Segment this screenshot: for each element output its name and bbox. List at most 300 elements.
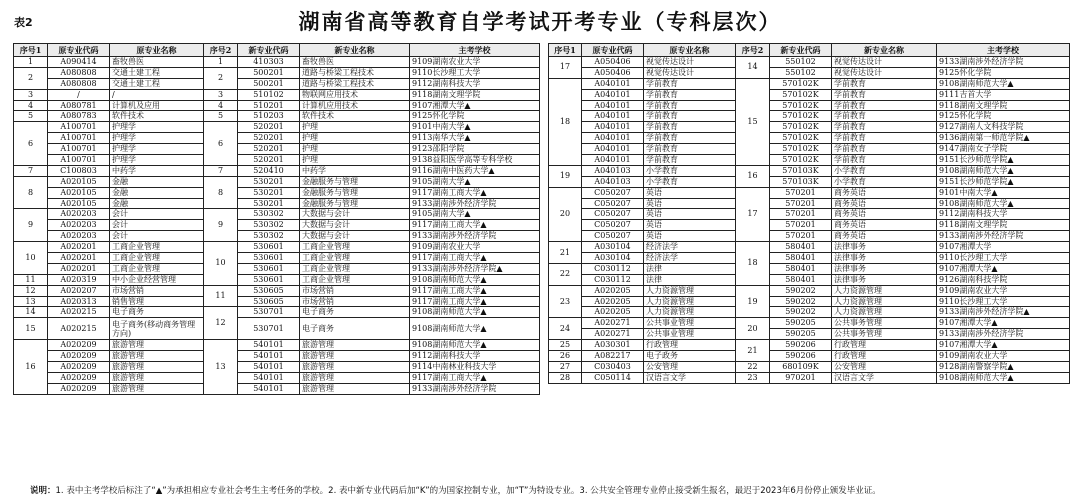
old-name-cell: 金融 (110, 187, 204, 198)
right-table (548, 43, 1070, 384)
school-cell: 9117湖南工商大学▲ (410, 285, 540, 296)
school-cell: 9110长沙理工大学 (410, 67, 540, 78)
school-cell: 9133湖南涉外经济学院▲ (937, 307, 1070, 318)
table-row (549, 78, 1070, 89)
footnote-label: 说明： (30, 486, 56, 496)
school-cell: 9107湘潭大学▲ (410, 100, 540, 111)
school-cell: 9133湖南涉外经济学院 (937, 329, 1070, 340)
school-cell: 9111吉首大学 (937, 89, 1070, 100)
new-code-cell: 540101 (238, 373, 300, 384)
footnote-text: 1. 表中主考学校后标注了“▲”为承担相应专业社会考生主考任务的学校。2. 表中新专业代码后加“K”的为国家控制专业，加“T”为特设专业。3. 公共安全管理专业停止接受新生报名，最迟于2023年6月份停止颁发毕业证。 (55, 486, 881, 496)
old-name-cell: 交通土建工程 (110, 67, 204, 78)
new-code-cell: 570102K (770, 122, 832, 133)
table-row (14, 242, 540, 253)
new-name-cell: 大数据与会计 (300, 220, 410, 231)
table-row (549, 165, 1070, 176)
seq1-cell: 10 (14, 242, 48, 275)
new-name-cell: 市场营销 (300, 296, 410, 307)
table-row (14, 318, 540, 340)
old-name-cell: 公共事业管理 (644, 329, 736, 340)
old-name-cell: 工商企业管理 (110, 242, 204, 253)
old-code-cell: A020203 (48, 209, 110, 220)
new-code-cell: 540101 (238, 351, 300, 362)
seq2-cell: 9 (204, 209, 238, 242)
school-cell: 9112湖南科技大学 (937, 209, 1070, 220)
old-name-cell: 会计 (110, 220, 204, 231)
table-row (14, 89, 540, 100)
seq1-cell: 17 (549, 57, 582, 79)
new-code-cell: 530701 (238, 307, 300, 318)
old-code-cell: A100701 (48, 133, 110, 144)
old-name-cell: 英语 (644, 198, 736, 209)
school-cell: 9123邵阳学院 (410, 144, 540, 155)
table-row (14, 253, 540, 264)
new-name-cell: 金融服务与管理 (300, 176, 410, 187)
old-code-cell: A040101 (582, 111, 644, 122)
school-cell: 9133湖南涉外经济学院▲ (410, 263, 540, 274)
old-name-cell: 学前教育 (644, 100, 736, 111)
old-code-cell: C050207 (582, 209, 644, 220)
old-name-cell: 旅游管理 (110, 383, 204, 394)
new-name-cell: 学前教育 (832, 122, 937, 133)
new-code-cell: 550102 (770, 57, 832, 68)
new-name-cell: 计算机应用技术 (300, 100, 410, 111)
seq1-cell: 24 (549, 318, 582, 340)
old-code-cell: C050207 (582, 198, 644, 209)
new-code-cell: 520201 (238, 133, 300, 144)
seq1-cell: 20 (549, 187, 582, 241)
old-name-cell: 视觉传达设计 (644, 57, 736, 68)
old-code-cell: A030104 (582, 242, 644, 253)
new-code-cell: 570103K (770, 165, 832, 176)
new-code-cell: 530201 (238, 198, 300, 209)
school-cell: 9108湖南师范大学▲ (937, 165, 1070, 176)
seq2-cell: 22 (736, 361, 770, 372)
school-cell: 9133湖南涉外经济学院 (410, 383, 540, 394)
old-code-cell: C030112 (582, 263, 644, 274)
new-name-cell: 人力资源管理 (832, 307, 937, 318)
old-code-cell: C100803 (48, 165, 110, 176)
old-code-cell: A040101 (582, 122, 644, 133)
new-name-cell: 工商企业管理 (300, 274, 410, 285)
column-header: 序号1 (549, 44, 582, 57)
new-code-cell: 570201 (770, 209, 832, 220)
old-code-cell: A020105 (48, 198, 110, 209)
seq2-cell: 14 (736, 57, 770, 79)
new-name-cell: 公共事务管理 (832, 329, 937, 340)
new-code-cell: 530302 (238, 231, 300, 242)
old-name-cell: 护理学 (110, 155, 204, 166)
new-code-cell: 570102K (770, 111, 832, 122)
old-name-cell: 旅游管理 (110, 340, 204, 351)
school-cell: 9118湖南文理学院 (410, 89, 540, 100)
seq1-cell: 19 (549, 165, 582, 187)
old-code-cell: A020203 (48, 231, 110, 242)
old-code-cell: A020209 (48, 373, 110, 384)
old-name-cell: 护理学 (110, 133, 204, 144)
new-code-cell: 570102K (770, 89, 832, 100)
old-code-cell: A020205 (582, 285, 644, 296)
table-row (549, 372, 1070, 383)
new-code-cell: 570201 (770, 187, 832, 198)
old-name-cell: 中药学 (110, 165, 204, 176)
new-code-cell: 530605 (238, 285, 300, 296)
old-code-cell: / (48, 89, 110, 100)
seq1-cell: 11 (14, 274, 48, 285)
old-code-cell: A020313 (48, 296, 110, 307)
old-name-cell: 畜牧兽医 (110, 57, 204, 68)
old-name-cell: 市场营销 (110, 285, 204, 296)
old-code-cell: C050114 (582, 372, 644, 383)
new-code-cell: 590206 (770, 340, 832, 351)
school-cell: 9109湖南农业大学 (937, 351, 1070, 362)
new-name-cell: 商务英语 (832, 187, 937, 198)
seq2-cell: 17 (736, 187, 770, 241)
school-cell: 9112湖南科技大学 (410, 78, 540, 89)
old-code-cell: A050406 (582, 67, 644, 78)
table-row (14, 373, 540, 384)
old-name-cell: 法律 (644, 274, 736, 285)
old-code-cell: A020203 (48, 220, 110, 231)
school-cell: 9107湘潭大学 (937, 242, 1070, 253)
old-code-cell: A090414 (48, 57, 110, 68)
table-row (549, 133, 1070, 144)
old-code-cell: A030104 (582, 253, 644, 264)
old-code-cell: A040103 (582, 165, 644, 176)
old-name-cell: 会计 (110, 231, 204, 242)
school-cell: 9118湖南文理学院 (937, 100, 1070, 111)
school-cell: 9127湖南人文科技学院 (937, 122, 1070, 133)
old-code-cell: A020207 (48, 285, 110, 296)
school-cell: 9125怀化学院 (937, 67, 1070, 78)
new-name-cell: 护理 (300, 122, 410, 133)
school-cell: 9108湖南师范大学▲ (410, 318, 540, 340)
seq2-cell: 18 (736, 242, 770, 286)
new-name-cell: 中药学 (300, 165, 410, 176)
school-cell: 9105湖南大学▲ (410, 209, 540, 220)
old-name-cell: 学前教育 (644, 122, 736, 133)
old-name-cell: 英语 (644, 187, 736, 198)
old-name-cell: 护理学 (110, 144, 204, 155)
new-name-cell: 大数据与会计 (300, 231, 410, 242)
seq1-cell: 1 (14, 57, 48, 68)
new-code-cell: 590202 (770, 296, 832, 307)
old-code-cell: A080783 (48, 111, 110, 122)
school-cell: 9112湖南科技大学 (410, 351, 540, 362)
new-name-cell: 金融服务与管理 (300, 187, 410, 198)
seq1-cell: 18 (549, 78, 582, 165)
column-header: 主考学校 (937, 44, 1070, 57)
new-name-cell: 人力资源管理 (832, 285, 937, 296)
column-header: 原专业名称 (644, 44, 736, 57)
old-name-cell: 经济法学 (644, 242, 736, 253)
old-code-cell: A040101 (582, 78, 644, 89)
seq1-cell: 2 (14, 67, 48, 89)
old-code-cell: A020205 (582, 296, 644, 307)
old-code-cell: A020105 (48, 176, 110, 187)
column-header: 新专业代码 (238, 44, 300, 57)
seq2-cell: 10 (204, 242, 238, 286)
school-cell: 9113南华大学▲ (410, 133, 540, 144)
new-code-cell: 520201 (238, 144, 300, 155)
seq1-cell: 27 (549, 361, 582, 372)
new-code-cell: 590205 (770, 329, 832, 340)
old-code-cell: A040101 (582, 89, 644, 100)
seq1-cell: 14 (14, 307, 48, 318)
old-code-cell: A100701 (48, 122, 110, 133)
new-name-cell: 金融服务与管理 (300, 198, 410, 209)
table-row (14, 155, 540, 166)
new-name-cell: 学前教育 (832, 78, 937, 89)
seq2-cell: 12 (204, 307, 238, 340)
school-cell: 9133湖南涉外经济学院 (410, 231, 540, 242)
old-name-cell: 工商企业管理 (110, 263, 204, 274)
new-name-cell: 学前教育 (832, 155, 937, 166)
table-row (14, 220, 540, 231)
old-name-cell: 视觉传达设计 (644, 67, 736, 78)
old-code-cell: A030301 (582, 340, 644, 351)
table-row (549, 122, 1070, 133)
old-name-cell: 电子商务(移动商务管理方向) (110, 318, 204, 340)
seq1-cell: 25 (549, 340, 582, 351)
table-row (549, 285, 1070, 296)
seq1-cell: 28 (549, 372, 582, 383)
school-cell: 9101中南大学▲ (937, 187, 1070, 198)
seq1-cell: 15 (14, 318, 48, 340)
table-row (549, 263, 1070, 274)
old-code-cell: A050406 (582, 57, 644, 68)
new-code-cell: 540101 (238, 362, 300, 373)
school-cell: 9125怀化学院 (410, 111, 540, 122)
table-row (14, 57, 540, 68)
new-name-cell: 法律事务 (832, 253, 937, 264)
table-row (14, 144, 540, 155)
old-name-cell: 旅游管理 (110, 373, 204, 384)
school-cell: 9138益阳医学高等专科学校 (410, 155, 540, 166)
new-code-cell: 570201 (770, 198, 832, 209)
table-row (14, 351, 540, 362)
new-name-cell: 公共事务管理 (832, 318, 937, 329)
seq2-cell: 19 (736, 285, 770, 318)
school-cell: 9117湖南工商大学▲ (410, 220, 540, 231)
new-name-cell: 旅游管理 (300, 362, 410, 373)
new-code-cell: 570103K (770, 176, 832, 187)
table-row (14, 133, 540, 144)
seq2-cell: 8 (204, 176, 238, 209)
old-code-cell: A020205 (582, 307, 644, 318)
seq2-cell: 16 (736, 165, 770, 187)
seq1-cell: 5 (14, 111, 48, 122)
new-code-cell: 510203 (238, 111, 300, 122)
school-cell: 9109湖南农业大学 (937, 285, 1070, 296)
old-code-cell: A040101 (582, 155, 644, 166)
new-name-cell: 护理 (300, 144, 410, 155)
column-header: 原专业代码 (48, 44, 110, 57)
new-code-cell: 530201 (238, 176, 300, 187)
table-row (14, 100, 540, 111)
old-name-cell: 电子商务 (110, 307, 204, 318)
old-code-cell: C050207 (582, 220, 644, 231)
new-name-cell: 小学教育 (832, 165, 937, 176)
table-row (549, 351, 1070, 362)
new-name-cell: 电子商务 (300, 318, 410, 340)
seq2-cell: 7 (204, 165, 238, 176)
old-code-cell: A082217 (582, 351, 644, 362)
school-cell: 9108湖南师范大学▲ (937, 198, 1070, 209)
new-code-cell: 580401 (770, 253, 832, 264)
old-name-cell: 学前教育 (644, 133, 736, 144)
new-code-cell: 570102K (770, 144, 832, 155)
school-cell: 9117湖南工商大学▲ (410, 373, 540, 384)
old-code-cell: A020201 (48, 242, 110, 253)
old-code-cell: A020319 (48, 274, 110, 285)
new-code-cell: 540101 (238, 383, 300, 394)
school-cell: 9133湖南涉外经济学院 (410, 198, 540, 209)
old-name-cell: 金融 (110, 176, 204, 187)
table-row (14, 122, 540, 133)
school-cell: 9114中南林业科技大学 (410, 362, 540, 373)
new-name-cell: 旅游管理 (300, 373, 410, 384)
new-code-cell: 510201 (238, 100, 300, 111)
table-row (14, 263, 540, 274)
new-name-cell: 工商企业管理 (300, 263, 410, 274)
new-code-cell: 580401 (770, 274, 832, 285)
table-row (14, 296, 540, 307)
new-code-cell: 500201 (238, 78, 300, 89)
school-cell: 9128湖南警察学院▲ (937, 361, 1070, 372)
school-cell: 9117湖南工商大学▲ (410, 296, 540, 307)
seq2-cell: 20 (736, 318, 770, 340)
column-header: 原专业代码 (582, 44, 644, 57)
new-name-cell: 大数据与会计 (300, 209, 410, 220)
new-code-cell: 590202 (770, 285, 832, 296)
old-name-cell: 行政管理 (644, 340, 736, 351)
school-cell: 9110长沙理工大学 (937, 253, 1070, 264)
header-row (549, 44, 1070, 57)
old-name-cell: 学前教育 (644, 155, 736, 166)
table-row (549, 187, 1070, 198)
new-code-cell: 520410 (238, 165, 300, 176)
old-name-cell: 学前教育 (644, 89, 736, 100)
school-cell: 9108湖南师范大学▲ (410, 340, 540, 351)
table-row (549, 57, 1070, 68)
new-name-cell: 旅游管理 (300, 383, 410, 394)
table-row (549, 220, 1070, 231)
column-header: 序号2 (204, 44, 238, 57)
new-code-cell: 530201 (238, 187, 300, 198)
old-code-cell: A020209 (48, 340, 110, 351)
old-name-cell: 人力资源管理 (644, 296, 736, 307)
school-cell: 9133湖南涉外经济学院 (937, 57, 1070, 68)
school-cell: 9147湖南女子学院 (937, 144, 1070, 155)
new-name-cell: 商务英语 (832, 198, 937, 209)
new-code-cell: 530601 (238, 263, 300, 274)
old-name-cell: 学前教育 (644, 144, 736, 155)
old-name-cell: 销售管理 (110, 296, 204, 307)
old-code-cell: A080808 (48, 78, 110, 89)
new-name-cell: 人力资源管理 (832, 296, 937, 307)
table-row (14, 383, 540, 394)
new-code-cell: 570102K (770, 155, 832, 166)
seq1-cell: 12 (14, 285, 48, 296)
new-name-cell: 行政管理 (832, 340, 937, 351)
old-name-cell: 英语 (644, 209, 736, 220)
school-cell: 9125怀化学院 (937, 111, 1070, 122)
school-cell: 9108湖南师范大学▲ (410, 274, 540, 285)
old-name-cell: 法律 (644, 263, 736, 274)
new-name-cell: 公安管理 (832, 361, 937, 372)
school-cell: 9136湖南第一师范学院▲ (937, 133, 1070, 144)
column-header: 原专业名称 (110, 44, 204, 57)
table-row (14, 231, 540, 242)
table-row (549, 111, 1070, 122)
school-cell: 9105湖南大学▲ (410, 176, 540, 187)
new-code-cell: 530701 (238, 318, 300, 340)
old-code-cell: A040103 (582, 176, 644, 187)
new-code-cell: 410303 (238, 57, 300, 68)
table-row (14, 165, 540, 176)
old-name-cell: 中小企业经营管理 (110, 274, 204, 285)
old-code-cell: A020209 (48, 362, 110, 373)
table-row (549, 155, 1070, 166)
table-row (14, 362, 540, 373)
table-row (14, 67, 540, 78)
new-name-cell: 物联网应用技术 (300, 89, 410, 100)
table-row (14, 78, 540, 89)
new-name-cell: 法律事务 (832, 274, 937, 285)
old-code-cell: A040101 (582, 100, 644, 111)
page-title: 湖南省高等教育自学考试开考专业（专科层次） (298, 10, 782, 34)
new-code-cell: 520201 (238, 122, 300, 133)
new-code-cell: 570201 (770, 231, 832, 242)
old-name-cell: 汉语言文学 (644, 372, 736, 383)
old-name-cell: 软件技术 (110, 111, 204, 122)
old-name-cell: / (110, 89, 204, 100)
column-header: 新专业名称 (832, 44, 937, 57)
seq2-cell: 6 (204, 122, 238, 166)
school-cell: 9108湖南师范大学▲ (410, 307, 540, 318)
table-row (549, 318, 1070, 329)
new-code-cell: 530601 (238, 274, 300, 285)
old-code-cell: A020271 (582, 318, 644, 329)
new-name-cell: 护理 (300, 155, 410, 166)
seq1-cell: 4 (14, 100, 48, 111)
seq2-cell: 23 (736, 372, 770, 383)
new-name-cell: 学前教育 (832, 100, 937, 111)
school-cell: 9118湖南文理学院 (937, 220, 1070, 231)
new-code-cell: 590206 (770, 351, 832, 362)
column-header: 新专业代码 (770, 44, 832, 57)
table-row (549, 231, 1070, 242)
old-code-cell: C030112 (582, 274, 644, 285)
table-row (14, 187, 540, 198)
table-row (549, 329, 1070, 340)
new-name-cell: 学前教育 (832, 89, 937, 100)
new-code-cell: 570201 (770, 220, 832, 231)
seq1-cell: 8 (14, 176, 48, 209)
old-code-cell: A040101 (582, 144, 644, 155)
old-code-cell: A080781 (48, 100, 110, 111)
school-cell: 9133湖南涉外经济学院 (937, 231, 1070, 242)
column-header: 序号2 (736, 44, 770, 57)
table-row (549, 242, 1070, 253)
old-code-cell: A020201 (48, 263, 110, 274)
old-name-cell: 经济法学 (644, 253, 736, 264)
new-name-cell: 护理 (300, 133, 410, 144)
new-name-cell: 市场营销 (300, 285, 410, 296)
school-cell: 9110长沙理工大学 (937, 296, 1070, 307)
seq2-cell: 1 (204, 57, 238, 68)
